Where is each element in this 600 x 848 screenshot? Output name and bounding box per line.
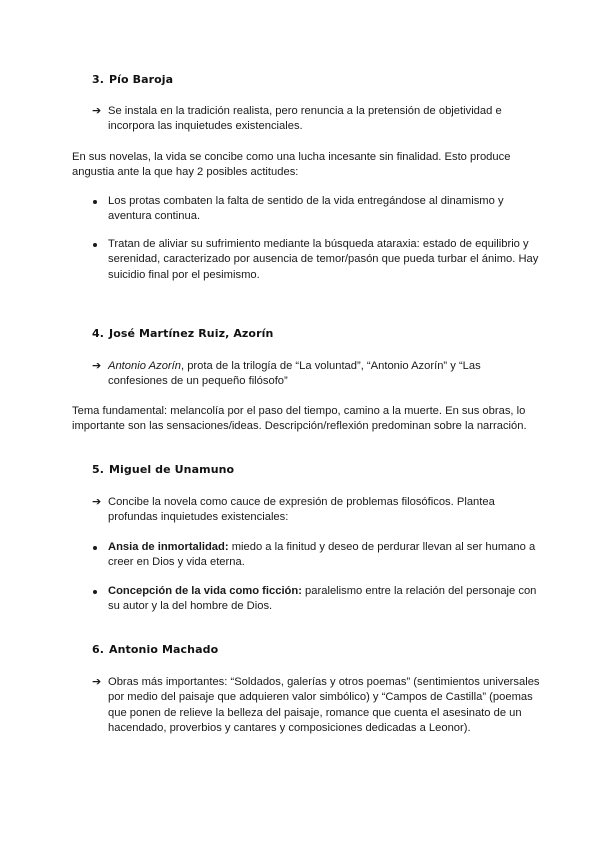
arrow-item (92, 104, 540, 135)
arrow-item-text: Se instala en la tradición realista, pero renuncia a la pretensión de objetividad e incorpora las inquietudes existenciales. (108, 105, 502, 133)
bullet-item (92, 194, 540, 225)
heading-unamuno: 5. Miguel de Unamuno (92, 463, 235, 476)
heading-title: Antonio Machado (109, 643, 219, 656)
heading-azorin: 4. José Martínez Ruiz, Azorín (92, 327, 274, 340)
bullet-item (92, 540, 540, 571)
heading-machado: 6. Antonio Machado (92, 643, 219, 656)
arrow-item-text: Antonio Azorín, prota de la trilogía de “La voluntad”, “Antonio Azorín” y “Las confesiones de un pequeño filósofo” (108, 360, 481, 388)
bold-term: Ansia de inmortalidad: (108, 541, 229, 553)
bullet-text: Tratan de aliviar su sufrimiento mediante la búsqueda ataraxia: estado de equilibrio y serenidad, caracterizado por ausencia de temor/pasón que pueda turbar el ánimo. Hay suicidio final por el pesimismo. (108, 238, 539, 281)
paragraph: Tema fundamental: melancolía por el paso del tiempo, camino a la muerte. En sus obras, lo importante son las sensaciones/ideas. Descripción/reflexión predominan sobre la narración. (72, 405, 527, 433)
arrow-icon: ➔ (92, 105, 102, 117)
arrow-icon: ➔ (92, 676, 102, 688)
bullet-item (92, 237, 540, 283)
bold-term: Concepción de la vida como ficción: (108, 585, 302, 597)
heading-title: Miguel de Unamuno (109, 463, 235, 476)
bullet-icon (93, 200, 97, 204)
bullet-icon (93, 590, 97, 594)
italic-text: Antonio Azorín (108, 360, 181, 372)
arrow-item (92, 675, 540, 737)
arrow-item-text: Obras más importantes: “Soldados, galerías y otros poemas” (sentimientos universales por medio del paisaje que adquieren valor simbólico) y “Campos de Castilla” (poemas que ponen de relieve la belleza del paisaje, romance que cuenta el asesinato de un hacendado, proverbios y cantares y composiciones dedicadas a Leonor). (108, 676, 540, 735)
heading-pio-baroja: 3. Pío Baroja (92, 73, 174, 86)
arrow-item-text: Concibe la novela como cauce de expresión de problemas filosóficos. Plantea profundas inquietudes existenciales: (108, 496, 495, 524)
arrow-icon: ➔ (92, 496, 102, 508)
heading-title: Pío Baroja (109, 73, 174, 86)
bullet-icon (93, 243, 97, 247)
bullet-icon (93, 546, 97, 550)
paragraph: En sus novelas, la vida se concibe como una lucha incesante sin finalidad. Esto produce angustia ante la que hay 2 posibles actitudes: (72, 151, 511, 179)
arrow-item (92, 495, 540, 526)
arrow-item (92, 359, 540, 390)
bullet-text: Concepción de la vida como ficción: paralelismo entre la relación del personaje con su autor y la del hombre de Dios. (108, 585, 537, 613)
arrow-icon: ➔ (92, 360, 102, 372)
heading-title: José Martínez Ruiz, Azorín (109, 327, 274, 340)
bullet-text: Ansia de inmortalidad: miedo a la finitud y deseo de perdurar llevan al ser humano a creer en Dios y vida eterna. (108, 541, 536, 569)
bullet-text: Los protas combaten la falta de sentido de la vida entregándose al dinamismo y aventura continua. (108, 195, 504, 223)
bullet-item (92, 584, 540, 615)
